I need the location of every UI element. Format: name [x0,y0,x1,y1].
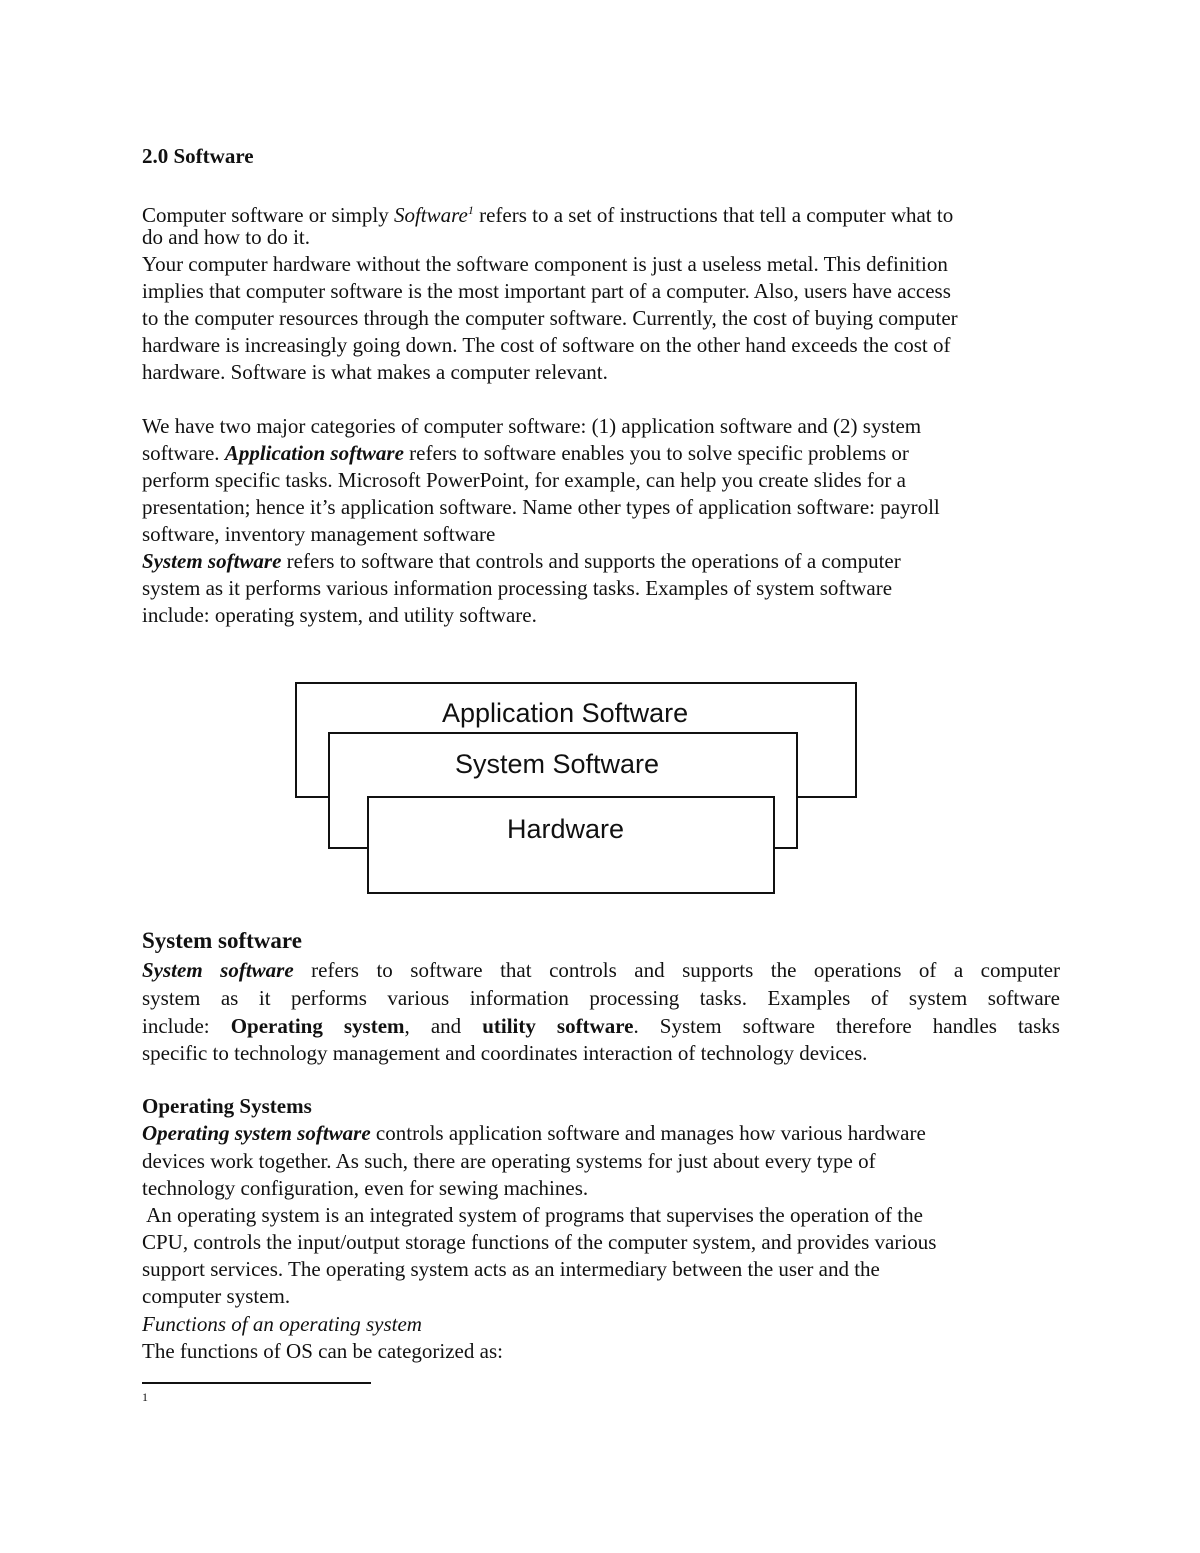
text-line: software, inventory management software [142,522,496,546]
text-line: do and how to do it. [142,225,310,249]
subheading: Functions of an operating system [142,1312,422,1336]
text: controls application software and manages how various hardware [370,1121,926,1145]
text-line: The functions of OS can be categorized as: [142,1339,503,1363]
section-title: System software [142,928,302,953]
term: System software [142,958,294,982]
text-line: to the computer resources through the computer software. Currently, the cost of buying computer [142,306,958,330]
text-line [142,440,909,466]
text-line: hardware is increasingly going down. The cost of software on the other hand exceeds the cost of [142,333,951,357]
text-line: Your computer hardware without the software component is just a useless metal. This definition [142,252,948,276]
text-line: CPU, controls the input/output storage functions of the computer system, and provides various [142,1230,937,1254]
text-line: We have two major categories of computer software: (1) application software and (2) system [142,414,922,438]
text-line: An operating system is an integrated system of programs that supervises the operation of the [142,1203,923,1227]
hardware-box [367,796,775,894]
text-line [142,1120,926,1146]
text: , and [404,1014,483,1038]
footnote-separator [142,1382,371,1384]
text-line: devices work together. As such, there are operating systems for just about every type of [142,1149,876,1173]
text-line: perform specific tasks. Microsoft PowerPoint, for example, can help you create slides for a [142,468,906,492]
text-line: specific to technology management and coordinates interaction of technology devices. [142,1041,868,1065]
text: . System software therefore handles tasks [633,1014,1060,1038]
term: Operating system [230,1014,405,1038]
text: Computer software or simply [142,203,394,227]
text-line: system as it performs various information processing tasks. Examples of system software [142,986,1060,1010]
system-software-label: System Software [455,749,660,779]
hardware-label: Hardware [507,814,625,844]
text: software. [142,441,225,465]
term: System software [142,549,282,573]
text: refers to software that controls and supports the operations of a computer [281,549,901,573]
text-line: hardware. Software is what makes a computer relevant. [142,360,608,384]
application-software-label: Application Software [442,698,689,728]
text-line: include: operating system, and utility software. [142,603,537,627]
text-line: support services. The operating system acts as an intermediary between the user and the [142,1257,880,1281]
footnote-ref[interactable]: 1 [467,203,474,217]
term: Application software [224,441,404,465]
footnote-marker: 1 [142,1390,148,1404]
text: include: [142,1014,231,1038]
text-line: presentation; hence it’s application software. Name other types of application software: payroll [142,495,940,519]
text: refers to software that controls and supports the operations of a computer [293,958,1060,982]
text-line [142,957,1060,983]
section-heading: 2.0 Software [142,144,254,168]
text: refers to a set of instructions that tell a computer what to [473,203,954,227]
text-line: technology configuration, even for sewing machines. [142,1176,589,1200]
text-line [142,548,901,574]
text-line: implies that computer software is the most important part of a computer. Also, users have access [142,279,951,303]
emphasis: Software [393,203,468,227]
text-line: computer system. [142,1284,291,1308]
term: Operating system software [142,1121,371,1145]
text-line [142,1013,1060,1039]
text: refers to software enables you to solve specific problems or [403,441,909,465]
section-title: Operating Systems [142,1094,312,1118]
text-line: system as it performs various information processing tasks. Examples of system software [142,576,893,600]
term: utility software [482,1014,634,1038]
